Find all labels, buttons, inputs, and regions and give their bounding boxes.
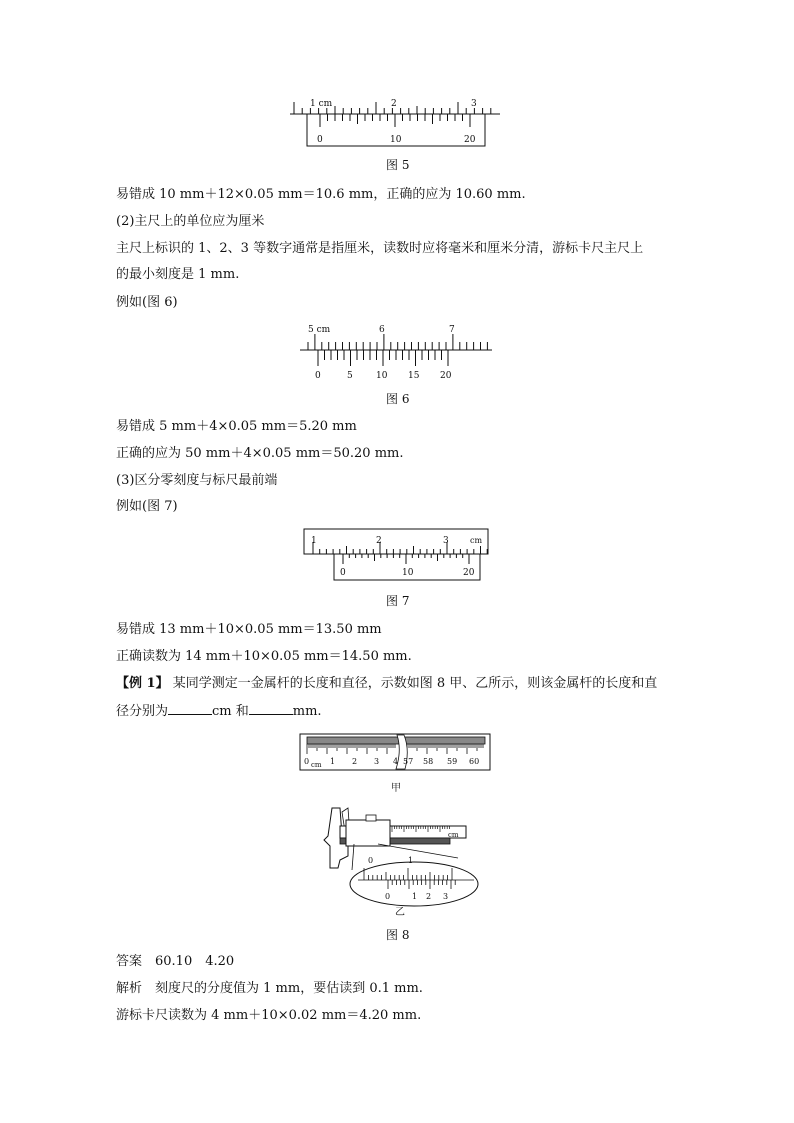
text-line-10: 易错成 13 mm＋10×0.05 mm＝13.50 mm bbox=[116, 622, 382, 637]
ruler-label-58: 58 bbox=[423, 757, 434, 766]
fig6-vernier-label-5: 5 bbox=[347, 371, 353, 381]
figure-8-caption: 图 8 bbox=[386, 928, 410, 942]
zoom-main-label-1: 1 bbox=[408, 856, 414, 865]
ruler-label-59: 59 bbox=[447, 757, 458, 766]
fig5-main-label-1: 1 cm bbox=[310, 99, 333, 109]
caliper-unit-label: cm bbox=[448, 831, 459, 839]
fig6-vernier-label-15: 15 bbox=[408, 371, 420, 381]
fig7-main-unit: cm bbox=[470, 536, 483, 545]
fig7-main-label-1: 1 bbox=[311, 536, 317, 546]
example-1-line-a bbox=[116, 675, 657, 693]
zoom-vernier-label-3: 3 bbox=[443, 892, 449, 901]
fig7-vernier-label-10: 10 bbox=[402, 568, 414, 578]
text-line-9: 例如(图 7) bbox=[116, 499, 178, 514]
zoom-vernier-label-2: 2 bbox=[426, 892, 432, 901]
fig5-vernier-label-20: 20 bbox=[464, 135, 476, 145]
fig6-vernier-label-20: 20 bbox=[440, 371, 452, 381]
answer-blank-length bbox=[168, 702, 212, 715]
text-line-1: 易错成 10 mm＋12×0.05 mm＝10.6 mm，正确的应为 10.60 mm. bbox=[116, 187, 526, 202]
figure-5-vernier bbox=[290, 94, 504, 150]
text-line-6: 易错成 5 mm＋4×0.05 mm＝5.20 mm bbox=[116, 419, 357, 434]
fig5-vernier-label-0: 0 bbox=[317, 135, 323, 145]
zoom-main-label-0: 0 bbox=[368, 856, 374, 865]
calc-line: 游标卡尺读数为 4 mm＋10×0.02 mm＝4.20 mm. bbox=[116, 1008, 422, 1023]
figure-5-caption: 图 5 bbox=[386, 158, 410, 172]
ruler-label-1: 1 bbox=[330, 757, 336, 766]
analysis-line: 解析 刻度尺的分度值为 1 mm，要估读到 0.1 mm. bbox=[116, 981, 423, 996]
fig5-main-label-2: 2 bbox=[391, 99, 397, 109]
example-1-line-b bbox=[116, 702, 322, 721]
zoom-vernier-label-0: 0 bbox=[385, 892, 391, 901]
fig7-vernier-label-20: 20 bbox=[463, 568, 475, 578]
answer-blank-diameter bbox=[249, 702, 293, 715]
figure-6-vernier bbox=[300, 322, 496, 384]
example-1-tag: 【例 1】 bbox=[116, 676, 169, 691]
fig5-main-label-3: 3 bbox=[471, 99, 477, 109]
ruler-label-4: 4 bbox=[393, 757, 399, 766]
figure-7-vernier bbox=[303, 528, 491, 584]
example-1-text-b3: mm. bbox=[292, 704, 322, 719]
fig6-main-label-5cm: 5 cm bbox=[308, 325, 331, 335]
figure-8-yi-caliper bbox=[318, 806, 490, 906]
example-1-text-a: 某同学测定一金属杆的长度和直径，示数如图 8 甲、乙所示，则该金属杆的长度和直 bbox=[168, 676, 658, 691]
figure-8-jia-label: 甲 bbox=[391, 783, 401, 794]
fig7-vernier-label-0: 0 bbox=[340, 568, 346, 578]
ruler-label-57: 57 bbox=[403, 757, 414, 766]
ruler-label-60: 60 bbox=[469, 757, 480, 766]
text-line-11: 正确读数为 14 mm＋10×0.05 mm＝14.50 mm. bbox=[116, 649, 412, 664]
text-line-5: 例如(图 6) bbox=[116, 295, 178, 310]
figure-7-caption: 图 7 bbox=[386, 594, 410, 608]
example-1-text-b1: 径分别为 bbox=[116, 704, 169, 719]
fig5-vernier-label-10: 10 bbox=[390, 135, 402, 145]
ruler-label-3: 3 bbox=[374, 757, 380, 766]
example-1-text-b2: cm 和 bbox=[212, 704, 249, 719]
text-line-4: 的最小刻度是 1 mm. bbox=[116, 267, 240, 282]
fig6-main-label-7: 7 bbox=[449, 325, 455, 335]
text-line-3: 主尺上标识的 1、2、3 等数字通常是指厘米，读数时应将毫米和厘米分清，游标卡尺主尺上 bbox=[116, 241, 644, 256]
ruler-label-0: 0 bbox=[304, 757, 310, 766]
figure-6-caption: 图 6 bbox=[386, 392, 410, 406]
figure-8-jia-ruler bbox=[299, 732, 495, 772]
figure-8-yi-label: 乙 bbox=[395, 907, 405, 918]
fig6-main-label-6: 6 bbox=[379, 325, 385, 335]
fig7-main-label-3: 3 bbox=[443, 536, 449, 546]
fig7-main-label-2: 2 bbox=[376, 536, 382, 546]
answer-line: 答案 60.10 4.20 bbox=[116, 954, 235, 969]
text-line-8: (3)区分零刻度与标尺最前端 bbox=[116, 473, 278, 488]
fig6-vernier-label-0: 0 bbox=[315, 371, 321, 381]
ruler-label-cm: cm bbox=[311, 761, 322, 769]
zoom-vernier-label-1: 1 bbox=[412, 892, 418, 901]
ruler-label-2: 2 bbox=[352, 757, 358, 766]
text-line-7: 正确的应为 50 mm＋4×0.05 mm＝50.20 mm. bbox=[116, 446, 404, 461]
fig6-vernier-label-10: 10 bbox=[376, 371, 388, 381]
text-line-2: (2)主尺上的单位应为厘米 bbox=[116, 214, 265, 229]
